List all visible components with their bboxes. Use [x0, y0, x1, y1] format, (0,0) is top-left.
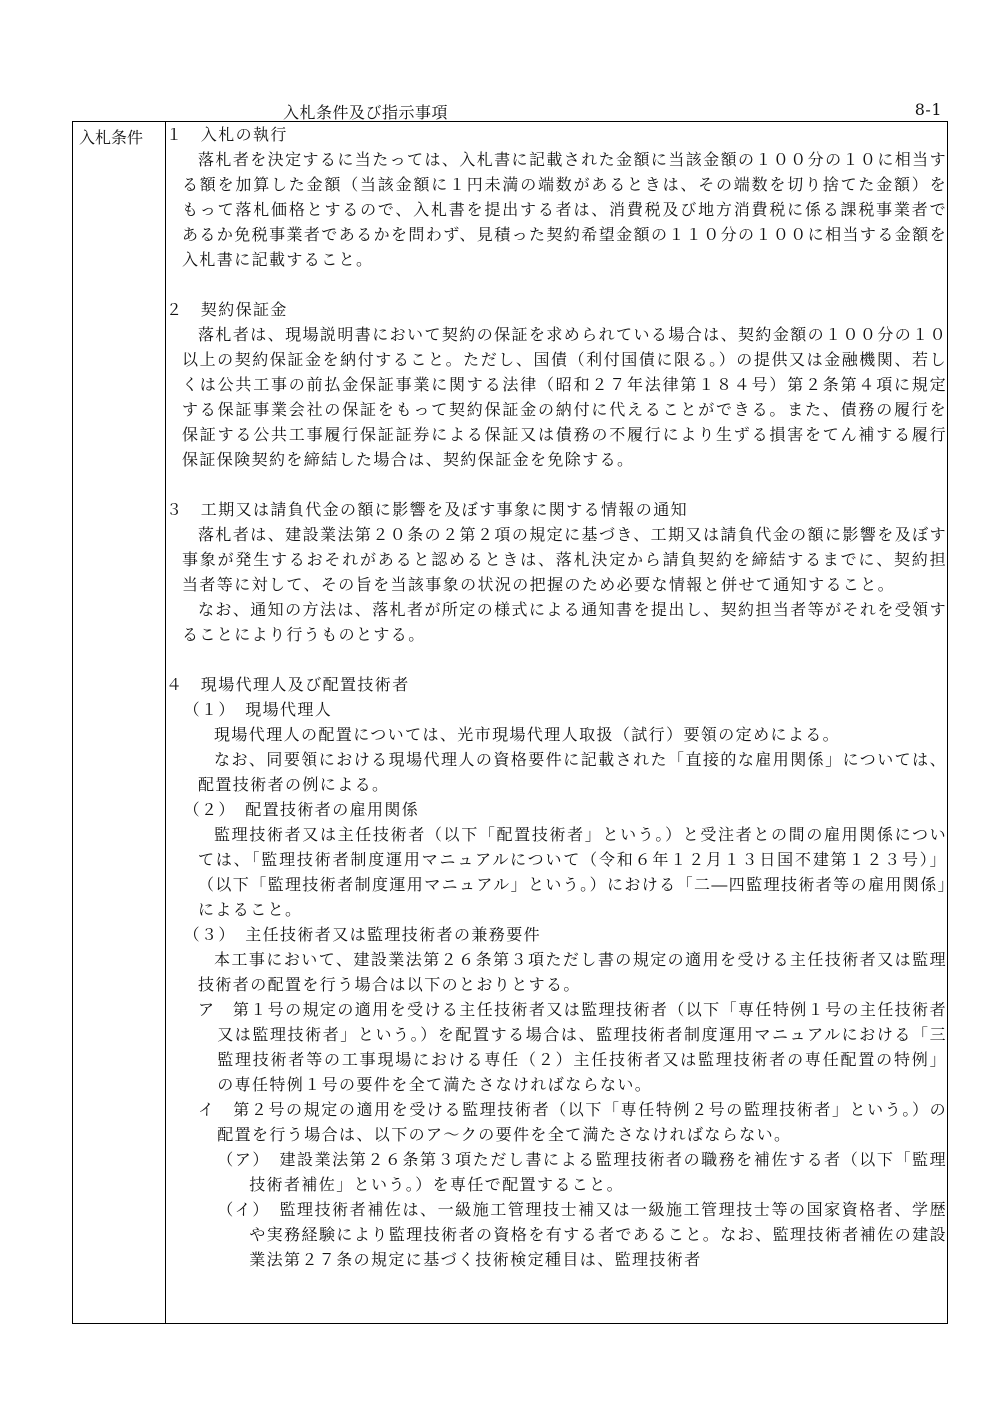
subsection-heading: （１） 現場代理人 — [183, 700, 333, 719]
paragraph: 現場代理人の配置については、光市現場代理人取扱（試行）要領の定めによる。 — [214, 725, 841, 744]
paragraph: 落札者を決定するに当たっては、入札書に記載された金額に当該金額の１００分の１０に相当する額を加算した金額（当該金額に１円未満の端数があるときは、その端数を切り捨てた金額）をもって落札価格とするので、入札書を提出する者は、消費税及び地方消費税に係る課税事業者であるか免税事業者であるかを問わず、見積った契約希望金額の１１０分の１００に相当する金額を入札書に記載すること。 — [182, 150, 947, 269]
section-heading: ４ 現場代理人及び配置技術者 — [166, 675, 410, 694]
label-cell — [73, 122, 166, 1324]
subsection-heading: （２） 配置技術者の雇用関係 — [183, 800, 420, 819]
row-label: 入札条件 — [79, 128, 144, 147]
list-item: ア 第１号の規定の適用を受ける主任技術者又は監理技術者（以下「専任特例１号の主任技術者又は監理技術者」という。）を配置する場合は、監理技術者制度運用マニュアルにおける「三 監理技術者等の工事現場における専任（２）主任技術者又は監理技術者の専任配置の特例」の専任特例１号の要件を全て満たさなければならない。 — [198, 1000, 965, 1094]
paragraph: なお、同要領における現場代理人の資格要件に記載された「直接的な雇用関係」については、配置技術者の例による。 — [198, 750, 947, 794]
content-cell — [166, 122, 965, 1324]
section-heading: ３ 工期又は請負代金の額に影響を及ぼす事象に関する情報の通知 — [166, 500, 689, 519]
spacer — [166, 472, 947, 497]
page-number: 8-1 — [914, 100, 942, 119]
list-item: （イ） 監理技術者補佐は、一級施工管理技士補又は一級施工管理技士等の国家資格者、学歴や実務経験により監理技術者の資格を有する者であること。なお、監理技術者補佐の建設業法第２７条の規定に基づく技術検定種目は、監理技術者 — [217, 1200, 947, 1269]
list-item: イ 第２号の規定の適用を受ける監理技術者（以下「専任特例２号の監理技術者」という。）の配置を行う場合は、以下のア～クの要件を全て満たさなければならない。 — [198, 1100, 947, 1144]
paragraph: なお、通知の方法は、落札者が所定の様式による通知書を提出し、契約担当者等がそれを受領することにより行うものとする。 — [182, 600, 947, 644]
paragraph: 落札者は、建設業法第２０条の２第２項の規定に基づき、工期又は請負代金の額に影響を及ぼす事象が発生するおそれがあると認めるときは、落札決定から請負契約を締結するまでに、契約担当者等に対して、その旨を当該事象の状況の把握のため必要な情報と併せて通知すること。 — [182, 525, 947, 594]
conditions-table — [72, 121, 965, 1324]
subsection-heading: （３） 主任技術者又は監理技術者の兼務要件 — [183, 925, 541, 944]
list-item: （ア） 建設業法第２６条第３項ただし書による監理技術者の職務を補佐する者（以下「監理技術者補佐」という。）を専任で配置すること。 — [217, 1150, 947, 1194]
spacer — [166, 272, 947, 297]
section-heading: ２ 契約保証金 — [166, 300, 288, 319]
section-heading: １ 入札の執行 — [166, 125, 288, 144]
document-title: 入札条件及び指示事項 — [283, 103, 449, 122]
paragraph: 監理技術者又は主任技術者（以下「配置技術者」という。）と受注者との間の雇用関係については、「監理技術者制度運用マニュアルについて（令和６年１２月１３日国不建第１２３号）」（以下「監理技術者制度運用マニュアル」という。）における「二―四監理技術者等の雇用関係」によること。 — [198, 825, 947, 919]
paragraph: 落札者は、現場説明書において契約の保証を求められている場合は、契約金額の１００分の１０以上の契約保証金を納付すること。ただし、国債（利付国債に限る。）の提供又は金融機関、若しくは公共工事の前払金保証事業に関する法律（昭和２７年法律第１８４号）第２条第４項に規定する保証事業会社の保証をもって契約保証金の納付に代えることができる。また、債務の履行を保証する公共工事履行保証証券による保証又は債務の不履行により生ずる損害をてん補する履行保証保険契約を締結した場合は、契約保証金を免除する。 — [182, 325, 947, 469]
paragraph: 本工事において、建設業法第２６条第３項ただし書の規定の適用を受ける主任技術者又は監理技術者の配置を行う場合は以下のとおりとする。 — [198, 950, 947, 994]
spacer — [166, 647, 947, 672]
